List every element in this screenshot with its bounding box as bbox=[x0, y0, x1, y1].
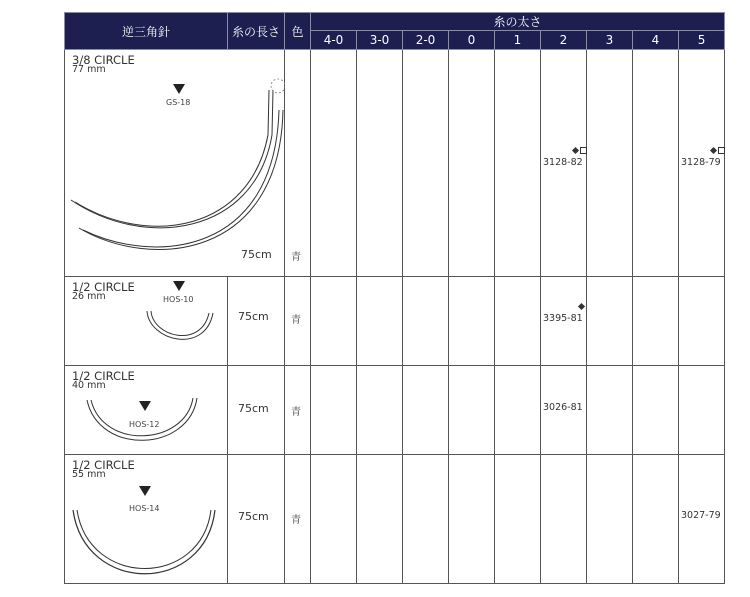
suture-length: 75cm bbox=[238, 310, 269, 324]
product-code: 3395-81 bbox=[543, 313, 583, 325]
size-cell bbox=[403, 455, 449, 584]
size-cell bbox=[541, 455, 587, 584]
needle-code: HOS-10 bbox=[163, 295, 194, 305]
header-thickness: 糸の太さ bbox=[311, 13, 725, 31]
needle-length: 55 mm bbox=[72, 469, 106, 481]
size-header: 0 bbox=[449, 31, 495, 50]
needle-code: HOS-14 bbox=[129, 504, 160, 514]
size-cell bbox=[633, 50, 679, 277]
size-header: 3-0 bbox=[357, 31, 403, 50]
suture-length-cell bbox=[228, 277, 285, 366]
product-table bbox=[64, 12, 725, 584]
size-cell bbox=[357, 50, 403, 277]
size-cell bbox=[311, 277, 357, 366]
diamond-icon bbox=[578, 303, 585, 310]
suture-length: 75cm bbox=[238, 402, 269, 416]
size-cell bbox=[495, 366, 541, 455]
size-header: 5 bbox=[679, 31, 725, 50]
size-cell bbox=[587, 366, 633, 455]
size-cell bbox=[449, 366, 495, 455]
square-icon bbox=[718, 147, 725, 154]
needle-cell bbox=[65, 50, 285, 277]
color-value: 青 bbox=[291, 515, 301, 527]
color-cell bbox=[285, 50, 311, 277]
size-cell bbox=[357, 455, 403, 584]
size-cell bbox=[541, 277, 587, 366]
size-cell bbox=[587, 50, 633, 277]
size-cell bbox=[541, 50, 587, 277]
table-row bbox=[65, 366, 725, 455]
size-header: 4 bbox=[633, 31, 679, 50]
table-row bbox=[65, 455, 725, 584]
suture-length: 75cm bbox=[238, 510, 269, 524]
size-header: 3 bbox=[587, 31, 633, 50]
size-cell bbox=[495, 50, 541, 277]
needle-cell bbox=[65, 455, 228, 584]
header-suture-length: 糸の長さ bbox=[228, 13, 285, 50]
needle-cell bbox=[65, 366, 228, 455]
size-cell bbox=[403, 366, 449, 455]
needle-image bbox=[65, 455, 228, 581]
size-cell bbox=[633, 366, 679, 455]
size-header: 2-0 bbox=[403, 31, 449, 50]
size-cell bbox=[449, 455, 495, 584]
size-cell bbox=[679, 50, 725, 277]
needle-cell bbox=[65, 277, 228, 366]
size-header: 1 bbox=[495, 31, 541, 50]
color-value: 青 bbox=[291, 407, 301, 419]
diamond-icon bbox=[710, 147, 717, 154]
suture-length: 75cm bbox=[241, 248, 272, 261]
needle-code: GS-18 bbox=[166, 98, 191, 107]
size-cell bbox=[633, 455, 679, 584]
size-header: 2 bbox=[541, 31, 587, 50]
needle-length: 77 mm bbox=[72, 64, 106, 75]
size-cell bbox=[679, 455, 725, 584]
color-cell bbox=[285, 366, 311, 455]
product-code: 3026-81 bbox=[543, 402, 583, 414]
size-cell bbox=[311, 366, 357, 455]
size-cell bbox=[541, 366, 587, 455]
size-cell bbox=[311, 50, 357, 277]
size-cell bbox=[449, 50, 495, 277]
needle-curve: 1/2 CIRCLE bbox=[72, 369, 135, 384]
color-value: 青 bbox=[291, 252, 301, 263]
size-cell bbox=[587, 455, 633, 584]
table-row bbox=[65, 277, 725, 366]
needle-curve: 1/2 CIRCLE bbox=[72, 280, 135, 295]
size-cell bbox=[679, 277, 725, 366]
color-cell bbox=[285, 455, 311, 584]
needle-image bbox=[65, 50, 285, 272]
table-row bbox=[65, 50, 725, 277]
size-cell bbox=[495, 455, 541, 584]
color-value: 青 bbox=[291, 315, 301, 327]
needle-curve: 3/8 CIRCLE bbox=[72, 53, 135, 67]
size-cell bbox=[633, 277, 679, 366]
header-color: 色 bbox=[285, 13, 311, 50]
size-cell bbox=[403, 277, 449, 366]
size-cell bbox=[495, 277, 541, 366]
size-cell bbox=[311, 455, 357, 584]
needle-code: HOS-12 bbox=[129, 420, 160, 430]
diamond-icon bbox=[572, 147, 579, 154]
size-cell bbox=[449, 277, 495, 366]
product-code: 3027-79 bbox=[681, 510, 721, 522]
header-needle-type: 逆三角針 bbox=[65, 13, 228, 50]
suture-length-cell bbox=[228, 455, 285, 584]
size-cell bbox=[403, 50, 449, 277]
needle-length: 40 mm bbox=[72, 380, 106, 392]
color-cell bbox=[285, 277, 311, 366]
needle-image bbox=[65, 277, 228, 364]
size-cell bbox=[357, 277, 403, 366]
product-code: 3128-79 bbox=[681, 157, 721, 168]
needle-length: 26 mm bbox=[72, 291, 106, 303]
needle-curve: 1/2 CIRCLE bbox=[72, 458, 135, 473]
suture-length-cell bbox=[228, 366, 285, 455]
size-cell bbox=[587, 277, 633, 366]
size-cell bbox=[357, 366, 403, 455]
size-header: 4-0 bbox=[311, 31, 357, 50]
product-code: 3128-82 bbox=[543, 157, 583, 168]
needle-image bbox=[65, 366, 228, 453]
size-cell bbox=[679, 366, 725, 455]
